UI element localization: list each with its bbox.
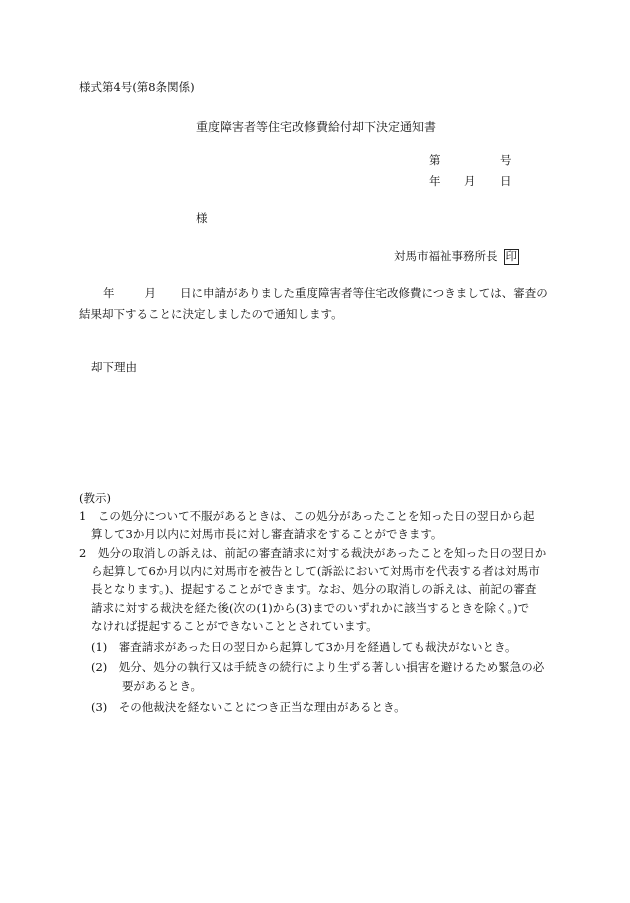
addressee-suffix: 様 [196,211,208,225]
note-line: (3) その他裁決を経ないことにつき正当な理由があるとき。 [91,700,406,714]
form-number: 様式第4号(第8条関係) [79,80,195,94]
notification-body [79,283,554,325]
note-line: 1 この処分について不服があるときは、この処分があったことを知った日の翌日から起 [79,509,535,523]
date-day: 日 [500,174,512,188]
note-line: ら起算して6か月以内に対馬市を被告として(訴訟において対馬市を代表する者は対馬市 [91,564,540,578]
document-title: 重度障害者等住宅改修費給付却下決定通知書 [196,120,437,134]
body-year: 年 [103,286,115,300]
notes-heading: (教示) [79,491,111,505]
note-line: (2) 処分、処分の執行又は手続きの続行により生ずる著しい損害を避けるため緊急の必 [91,660,545,674]
doc-number-dai: 第 [429,153,441,167]
note-line: 要があるとき。 [122,679,203,693]
reason-label: 却下理由 [91,360,137,374]
body-month: 月 [144,286,156,300]
issuer-name: 対馬市福祉事務所長 [394,249,498,263]
note-line: なければ提起することができないこととされています。 [91,619,378,633]
doc-number-go: 号 [500,153,512,167]
date-year: 年 [429,174,441,188]
note-line: 算して3か月以内に対馬市長に対し審査請求をすることができます。 [91,527,443,541]
note-line: 2 処分の取消しの訴えは、前記の審査請求に対する裁決があったことを知った日の翌日か [79,546,547,560]
seal-mark: 印 [505,249,517,263]
issuer-block [394,249,519,265]
note-line: 請求に対する裁決を経た後(次の(1)から(3)までのいずれかに該当するときを除く。)で [91,601,530,615]
note-line: (1) 審査請求があった日の翌日から起算して3か月を経過しても裁決がないとき。 [91,640,517,654]
body-text: 日に申請がありました重度障害者等住宅改修費につきましては、審査の結果却下することに決定しましたので通知します。 [79,286,548,321]
note-line: 長となります。)、提起することができます。なお、処分の取消しの訴えは、前記の審査 [91,582,537,596]
date-month: 月 [464,174,476,188]
